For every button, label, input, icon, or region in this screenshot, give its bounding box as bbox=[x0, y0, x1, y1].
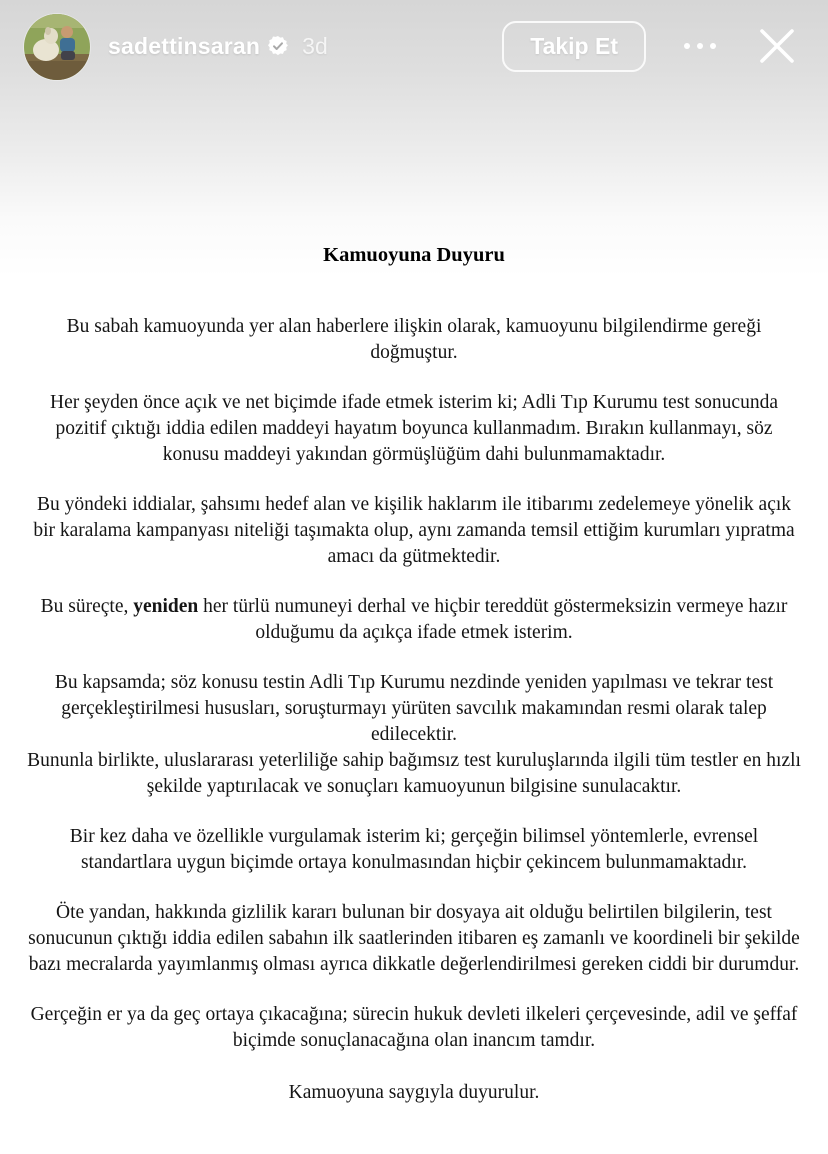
story-header bbox=[0, 0, 828, 92]
more-options-button[interactable] bbox=[680, 31, 720, 61]
close-icon bbox=[754, 23, 800, 69]
document-title: Kamuoyuna Duyuru bbox=[323, 244, 505, 266]
document-paragraph: Bununla birlikte, uluslararası yeterliliğe sahip bağımsız test kuruluşlarında ilgili tüm testler en hızlı şekilde yaptırılacak ve sonuçları kamuoyunun bilgisine sunulacaktır. bbox=[27, 750, 801, 797]
paragraph-text: her türlü numuneyi derhal ve hiçbir tereddüt göstermeksizin vermeye hazır olduğumu da açıkça ifade etmek isterim. bbox=[198, 596, 788, 643]
close-button[interactable] bbox=[750, 19, 804, 73]
follow-button[interactable]: Takip Et bbox=[502, 21, 646, 72]
document-paragraph: Gerçeğin er ya da geç ortaya çıkacağına; sürecin hukuk devleti ilkeleri çerçevesinde, adil ve şeffaf biçimde sonuçlanacağına olan inancım tamdır. bbox=[30, 1004, 798, 1051]
document-paragraph: Her şeyden önce açık ve net biçimde ifade etmek isterim ki; Adli Tıp Kurumu test sonucunda pozitif çıktığı iddia edilen maddeyi hayatım boyunca kullanmadım. Bırakın kullanmayı, söz konusu maddeyi yakından görmüşlüğüm dahi bulunmamaktadır. bbox=[50, 392, 778, 465]
profile-photo-man-with-dog-icon bbox=[24, 14, 90, 80]
document-closing-line: Kamuoyuna saygıyla duyurulur. bbox=[288, 1082, 540, 1103]
avatar[interactable] bbox=[24, 14, 90, 80]
document-paragraph: Bu sabah kamuoyunda yer alan haberlere ilişkin olarak, kamuoyunu bilgilendirme gereği doğmuştur. bbox=[66, 316, 762, 363]
verified-badge-icon bbox=[268, 36, 288, 56]
paragraph-text: Bu süreçte, bbox=[40, 596, 134, 617]
document-paragraph: Bir kez daha ve özellikle vurgulamak isterim ki; gerçeğin bilimsel yöntemlerle, evrensel standartlara uygun biçimde ortaya konulmasından hiçbir çekincem bulunmamaktadır. bbox=[69, 826, 759, 873]
story-timestamp: 3d bbox=[302, 32, 328, 59]
user-block bbox=[108, 33, 502, 60]
ellipsis-icon bbox=[684, 43, 716, 49]
document-paragraph bbox=[26, 594, 802, 646]
document-paragraph: Öte yandan, hakkında gizlilik kararı bulunan bir dosyaya ait olduğu belirtilen bilgilerin, test sonucunun çıktığı iddia edilen sabahın ilk saatlerinden itibaren eş zamanlı ve koordineli bir şekilde bazı mecralarda yayımlanmış olması ayrıca dikkatle değerlendirilmesi gereken ciddi bir durumdur. bbox=[28, 902, 800, 975]
username[interactable]: sadettinsaran bbox=[108, 32, 261, 59]
document-paragraph: Bu yöndeki iddialar, şahsımı hedef alan ve kişilik haklarım ile itibarımı zedelemeye yönelik açık bir karalama kampanyası niteliği taşımakta olup, aynı zamanda temsil ettiğim kurumları yıpratma amacı da gütmektedir. bbox=[33, 494, 795, 567]
emphasized-word: yeniden bbox=[133, 596, 199, 617]
document-paragraph: Bu kapsamda; söz konusu testin Adli Tıp Kurumu nezdinde yeniden yapılması ve tekrar test gerçekleştirilmesi hususları, soruşturmayı yürüten savcılık makamından resmi olarak talep edilecektir. bbox=[54, 672, 774, 745]
